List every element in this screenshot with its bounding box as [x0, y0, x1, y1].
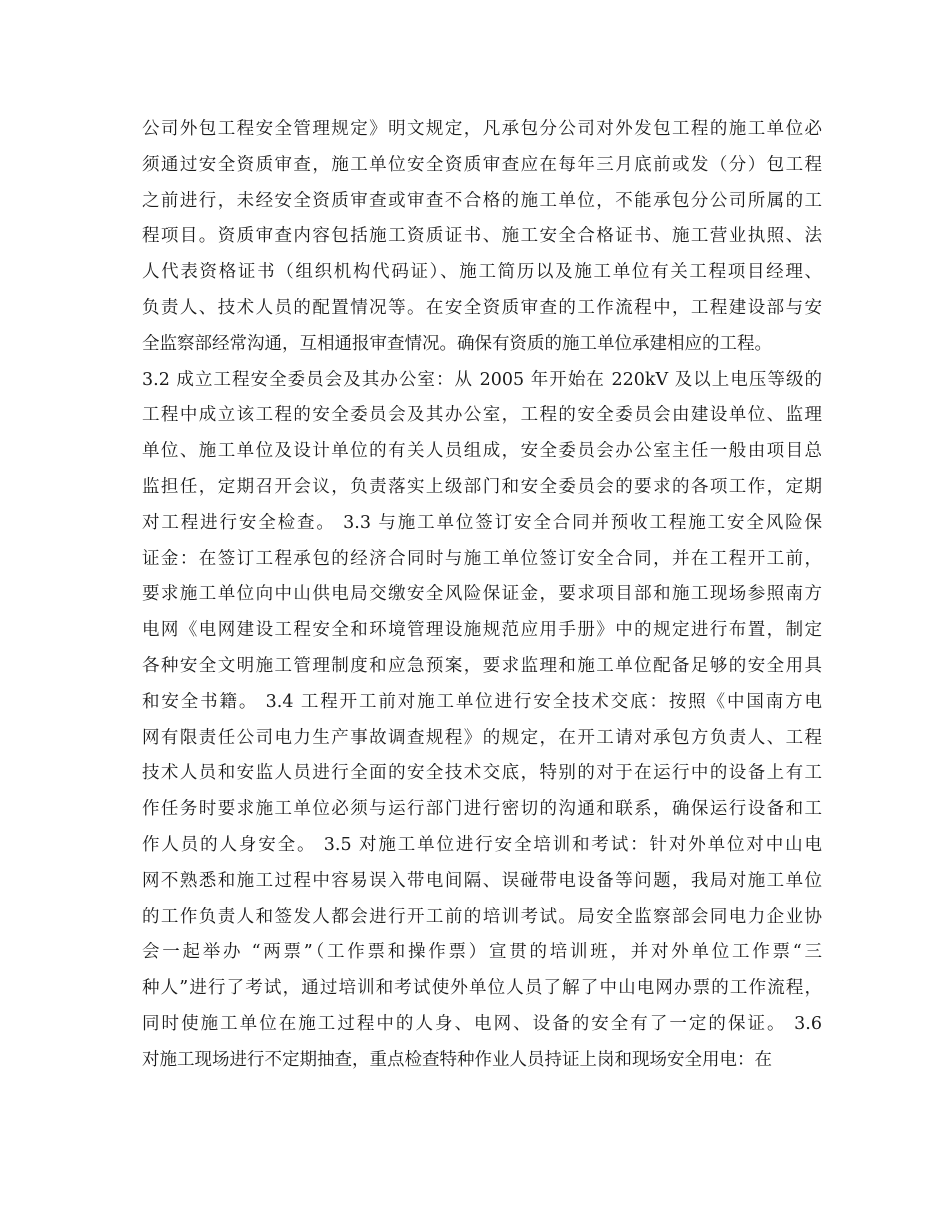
- text-line: 电网《电网建设工程安全和环境管理设施规范应用手册》中的规定进行布置，制定: [142, 620, 822, 641]
- text-line: 网不熟悉和施工过程中容易误入带电间隔、误碰带电设备等问题，我局对施工单位: [142, 870, 822, 891]
- text-line: 技术人员和安监人员进行全面的安全技术交底，特别的对于在运行中的设备上有工: [142, 763, 822, 784]
- text-line: 公司外包工程安全管理规定》明文规定，凡承包分公司对外发包工程的施工单位必: [142, 119, 822, 139]
- text-line: 单位、施工单位及设计单位的有关人员组成，安全委员会办公室主任一般由项目总: [142, 441, 822, 462]
- text-line: 对工程进行安全检查。 3.3 与施工单位签订安全合同并预收工程施工安全风险保: [142, 512, 822, 533]
- text-line: 和安全书籍。 3.4 工程开工前对施工单位进行安全技术交底：按照《中国南方电: [142, 691, 822, 712]
- text-line: 3.2 成立工程安全委员会及其办公室：从 2005 年开始在 220kV 及以上电压等级的: [142, 369, 822, 390]
- text-line: 种人”进行了考试，通过培训和考试使外单位人员了解了中山电网办票的工作流程，: [142, 978, 822, 999]
- text-line: 之前进行，未经安全资质审查或审查不合格的施工单位，不能承包分公司所属的工: [142, 190, 822, 211]
- text-line: 证金：在签订工程承包的经济合同时与施工单位签订安全合同，并在工程开工前，: [142, 548, 822, 569]
- text-line: 同时使施工单位在施工过程中的人身、电网、设备的安全有了一定的保证。 3.6: [142, 1013, 822, 1034]
- body-text: [142, 112, 822, 1079]
- text-line: 网有限责任公司电力生产事故调查规程》的规定，在开工请对承包方负责人、工程: [142, 727, 822, 748]
- text-line: 工程中成立该工程的安全委员会及其办公室，工程的安全委员会由建设单位、监理: [142, 405, 822, 426]
- text-line: 人代表资格证书（组织机构代码证）、施工简历以及施工单位有关工程项目经理、: [142, 262, 822, 283]
- text-line: 程项目。资质审查内容包括施工资质证书、施工安全合格证书、施工营业执照、法: [142, 226, 822, 247]
- text-line: 负责人、技术人员的配置情况等。在安全资质审查的工作流程中，工程建设部与安: [142, 297, 822, 318]
- text-line: 全监察部经常沟通，互相通报审查情况。确保有资质的施工单位承建相应的工程。: [142, 333, 772, 354]
- text-line: 作人员的人身安全。 3.5 对施工单位进行安全培训和考试：针对外单位对中山电: [142, 834, 822, 855]
- text-line: 作任务时要求施工单位必须与运行部门进行密切的沟通和联系，确保运行设备和工: [142, 799, 822, 820]
- text-line: 会一起举办 “两票”（工作票和操作票）宣贯的培训班，并对外单位工作票“三: [142, 942, 822, 963]
- text-line: 要求施工单位向中山供电局交缴安全风险保证金，要求项目部和施工现场参照南方: [142, 584, 822, 605]
- text-line: 的工作负责人和签发人都会进行开工前的培训考试。局安全监察部会同电力企业协: [142, 906, 822, 927]
- text-line: 监担任，定期召开会议，负责落实上级部门和安全委员会的要求的各项工作，定期: [142, 476, 822, 497]
- text-line: 各种安全文明施工管理制度和应急预案，要求监理和施工单位配备足够的安全用具: [142, 655, 822, 676]
- text-line: 须通过安全资质审查，施工单位安全资质审查应在每年三月底前或发（分）包工程: [142, 154, 822, 175]
- text-line: 对施工现场进行不定期抽查，重点检查特种作业人员持证上岗和现场安全用电：在: [142, 1049, 772, 1070]
